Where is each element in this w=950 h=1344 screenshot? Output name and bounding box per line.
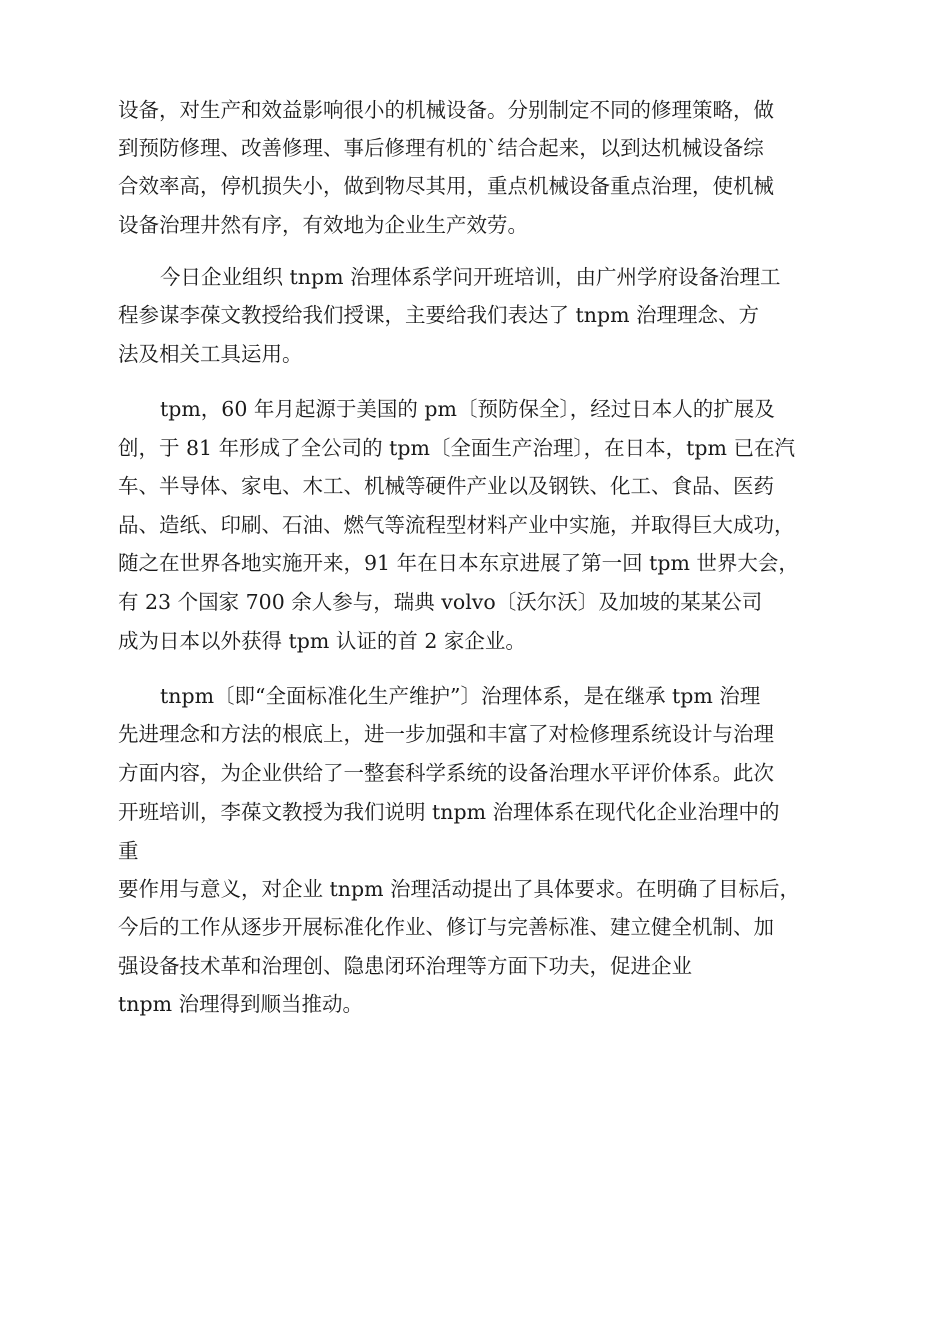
paragraph-2-line-2: 程参谋李葆文教授给我们授课，主要给我们表达了 tnpm 治理理念、方	[118, 303, 760, 327]
paragraph-2-line-3: 法及相关工具运用。	[118, 342, 303, 366]
paragraph-3-line-2: 创，于 81 年形成了全公司的 tpm〔全面生产治理〕，在日本，tpm 已在汽	[118, 436, 795, 460]
paragraph-3-line-1: tpm，60 年月起源于美国的 pm〔预防保全〕，经过日本人的扩展及	[160, 397, 775, 421]
paragraph-4-line-8: 强设备技术革和治理创、隐患闭环治理等方面下功夫，促进企业	[118, 954, 692, 978]
paragraph-3-line-5: 随之在世界各地实施开来，91 年在日本东京进展了第一回 tpm 世界大会，	[118, 551, 799, 575]
paragraph-3-line-7: 成为日本以外获得 tpm 认证的首 2 家企业。	[118, 629, 526, 653]
paragraph-3-line-6: 有 23 个国家 700 余人参与，瑞典 volvo〔沃尔沃〕及加坡的某某公司	[118, 590, 763, 614]
paragraph-1-line-3: 合效率高，停机损失小，做到物尽其用，重点机械设备重点治理，使机械	[118, 174, 774, 198]
paragraph-4-line-2: 先进理念和方法的根底上，进一步加强和丰富了对检修理系统设计与治理	[118, 722, 774, 746]
paragraph-4-line-5: 重	[118, 839, 139, 863]
paragraph-1-line-1: 设备，对生产和效益影响很小的机械设备。分别制定不同的修理策略，做	[118, 98, 774, 122]
paragraph-3-line-3: 车、半导体、家电、木工、机械等硬件产业以及钢铁、化工、食品、医药	[118, 474, 774, 498]
paragraph-4-line-9: tnpm 治理得到顺当推动。	[118, 992, 364, 1016]
paragraph-4-line-6: 要作用与意义，对企业 tnpm 治理活动提出了具体要求。在明确了目标后，	[118, 877, 801, 901]
paragraph-1-line-4: 设备治理井然有序，有效地为企业生产效劳。	[118, 213, 528, 237]
paragraph-2-line-1: 今日企业组织 tnpm 治理体系学问开班培训，由广州学府设备治理工	[160, 265, 781, 289]
paragraph-4-line-3: 方面内容，为企业供给了一整套科学系统的设备治理水平评价体系。此次	[118, 761, 774, 785]
paragraph-4-line-4: 开班培训，李葆文教授为我们说明 tnpm 治理体系在现代化企业治理中的	[118, 800, 780, 824]
paragraph-3-line-4: 品、造纸、印刷、石油、燃气等流程型材料产业中实施，并取得巨大成功，	[118, 513, 795, 537]
paragraph-4-line-7: 今后的工作从逐步开展标准化作业、修订与完善标准、建立健全机制、加	[118, 915, 774, 939]
paragraph-1-line-2: 到预防修理、改善修理、事后修理有机的`结合起来，以到达机械设备综	[118, 136, 764, 160]
paragraph-4-line-1: tnpm〔即“全面标准化生产维护”〕治理体系，是在继承 tpm 治理	[160, 684, 761, 708]
